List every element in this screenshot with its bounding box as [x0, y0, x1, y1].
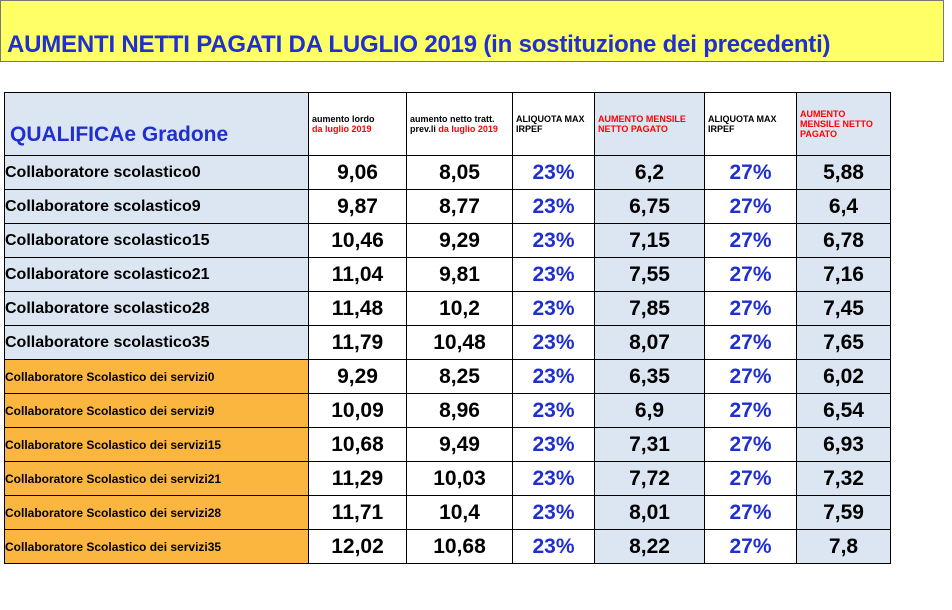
aliquota-27-cell: 27% [705, 156, 797, 190]
mensile-27-cell: 6,78 [797, 224, 891, 258]
aumento-netto-cell: 10,48 [407, 326, 513, 360]
mensile-23-cell: 6,9 [595, 394, 705, 428]
qualifica-cell: Collaboratore Scolastico dei servizi28 [5, 496, 309, 530]
mensile-27-cell: 6,54 [797, 394, 891, 428]
qualifica-cell: Collaboratore scolastico0 [5, 156, 309, 190]
mensile-27-cell: 7,16 [797, 258, 891, 292]
aumento-netto-cell: 9,29 [407, 224, 513, 258]
mensile-27-cell: 7,32 [797, 462, 891, 496]
title-banner [0, 0, 944, 62]
mensile-23-cell: 6,35 [595, 360, 705, 394]
table-row [5, 156, 891, 190]
page-title: AUMENTI NETTI PAGATI DA LUGLIO 2019 (in sostituzione dei precedenti) [7, 31, 831, 58]
aliquota-23-cell: 23% [513, 156, 595, 190]
header-lordo-sub: da luglio 2019 [312, 124, 372, 134]
header-aliquota-23 [513, 93, 595, 156]
header-aliquota-27 [705, 93, 797, 156]
mensile-27-cell: 7,45 [797, 292, 891, 326]
table-row [5, 326, 891, 360]
aliquota-27-cell: 27% [705, 292, 797, 326]
aumento-lordo-cell: 9,06 [309, 156, 407, 190]
aliquota-27-cell: 27% [705, 190, 797, 224]
header-netto-label: aumento netto tratt. prev.li [410, 114, 495, 134]
mensile-23-cell: 8,01 [595, 496, 705, 530]
mensile-23-cell: 6,75 [595, 190, 705, 224]
aumento-netto-cell: 10,03 [407, 462, 513, 496]
aumento-lordo-cell: 12,02 [309, 530, 407, 564]
header-mensile-23 [595, 93, 705, 156]
header-aliquota-23-label: ALIQUOTA MAX IRPEF [516, 114, 585, 134]
aliquota-23-cell: 23% [513, 428, 595, 462]
aumento-lordo-cell: 10,09 [309, 394, 407, 428]
table-row [5, 360, 891, 394]
mensile-27-cell: 6,4 [797, 190, 891, 224]
aliquota-27-cell: 27% [705, 360, 797, 394]
qualifica-cell: Collaboratore scolastico9 [5, 190, 309, 224]
qualifica-cell: Collaboratore Scolastico dei servizi9 [5, 394, 309, 428]
mensile-27-cell: 7,65 [797, 326, 891, 360]
aliquota-23-cell: 23% [513, 496, 595, 530]
aumento-netto-cell: 8,05 [407, 156, 513, 190]
aliquota-23-cell: 23% [513, 530, 595, 564]
aumento-netto-cell: 9,49 [407, 428, 513, 462]
aumento-lordo-cell: 11,29 [309, 462, 407, 496]
table-row [5, 292, 891, 326]
header-lordo-label: aumento lordo [312, 114, 375, 124]
table-row [5, 224, 891, 258]
aumento-lordo-cell: 11,79 [309, 326, 407, 360]
aliquota-27-cell: 27% [705, 496, 797, 530]
qualifica-cell: Collaboratore scolastico35 [5, 326, 309, 360]
aliquota-27-cell: 27% [705, 224, 797, 258]
aliquota-27-cell: 27% [705, 326, 797, 360]
mensile-27-cell: 6,93 [797, 428, 891, 462]
header-netto-sub: da luglio 2019 [438, 124, 498, 134]
aumento-netto-cell: 8,25 [407, 360, 513, 394]
aliquota-23-cell: 23% [513, 292, 595, 326]
table-row [5, 428, 891, 462]
table-row [5, 496, 891, 530]
aliquota-23-cell: 23% [513, 190, 595, 224]
mensile-23-cell: 7,55 [595, 258, 705, 292]
header-qualifica-label: QUALIFICAe Gradone [10, 123, 229, 146]
aliquota-27-cell: 27% [705, 530, 797, 564]
header-mensile-23-label: AUMENTO MENSILE NETTO PAGATO [598, 114, 686, 134]
table-row [5, 394, 891, 428]
aumento-netto-cell: 9,81 [407, 258, 513, 292]
aliquota-27-cell: 27% [705, 428, 797, 462]
table-row [5, 462, 891, 496]
aliquota-27-cell: 27% [705, 462, 797, 496]
mensile-23-cell: 6,2 [595, 156, 705, 190]
qualifica-cell: Collaboratore Scolastico dei servizi21 [5, 462, 309, 496]
mensile-23-cell: 8,22 [595, 530, 705, 564]
aumento-lordo-cell: 10,46 [309, 224, 407, 258]
salary-table [4, 92, 891, 564]
mensile-23-cell: 7,15 [595, 224, 705, 258]
mensile-23-cell: 7,31 [595, 428, 705, 462]
aliquota-27-cell: 27% [705, 394, 797, 428]
aumento-lordo-cell: 10,68 [309, 428, 407, 462]
qualifica-cell: Collaboratore Scolastico dei servizi0 [5, 360, 309, 394]
mensile-27-cell: 7,8 [797, 530, 891, 564]
header-netto [407, 93, 513, 156]
mensile-23-cell: 8,07 [595, 326, 705, 360]
table-row [5, 258, 891, 292]
header-mensile-27 [797, 93, 891, 156]
aliquota-23-cell: 23% [513, 462, 595, 496]
header-qualifica [5, 93, 309, 156]
aumento-lordo-cell: 11,04 [309, 258, 407, 292]
header-row [5, 93, 891, 156]
aumento-netto-cell: 8,96 [407, 394, 513, 428]
table-row [5, 190, 891, 224]
aumento-netto-cell: 10,4 [407, 496, 513, 530]
mensile-23-cell: 7,72 [595, 462, 705, 496]
aliquota-23-cell: 23% [513, 258, 595, 292]
aumento-lordo-cell: 9,87 [309, 190, 407, 224]
mensile-23-cell: 7,85 [595, 292, 705, 326]
mensile-27-cell: 6,02 [797, 360, 891, 394]
mensile-27-cell: 5,88 [797, 156, 891, 190]
qualifica-cell: Collaboratore Scolastico dei servizi35 [5, 530, 309, 564]
qualifica-cell: Collaboratore scolastico28 [5, 292, 309, 326]
mensile-27-cell: 7,59 [797, 496, 891, 530]
aliquota-23-cell: 23% [513, 224, 595, 258]
header-aliquota-27-label: ALIQUOTA MAX IRPEF [708, 114, 777, 134]
aumento-netto-cell: 10,2 [407, 292, 513, 326]
aumento-lordo-cell: 11,71 [309, 496, 407, 530]
qualifica-cell: Collaboratore scolastico15 [5, 224, 309, 258]
aumento-netto-cell: 8,77 [407, 190, 513, 224]
qualifica-cell: Collaboratore scolastico21 [5, 258, 309, 292]
aliquota-23-cell: 23% [513, 360, 595, 394]
table-row [5, 530, 891, 564]
aumento-lordo-cell: 11,48 [309, 292, 407, 326]
aumento-netto-cell: 10,68 [407, 530, 513, 564]
aliquota-27-cell: 27% [705, 258, 797, 292]
header-lordo [309, 93, 407, 156]
qualifica-cell: Collaboratore Scolastico dei servizi15 [5, 428, 309, 462]
aumento-lordo-cell: 9,29 [309, 360, 407, 394]
header-mensile-27-label: AUMENTO MENSILE NETTO PAGATO [800, 109, 873, 139]
aliquota-23-cell: 23% [513, 326, 595, 360]
aliquota-23-cell: 23% [513, 394, 595, 428]
